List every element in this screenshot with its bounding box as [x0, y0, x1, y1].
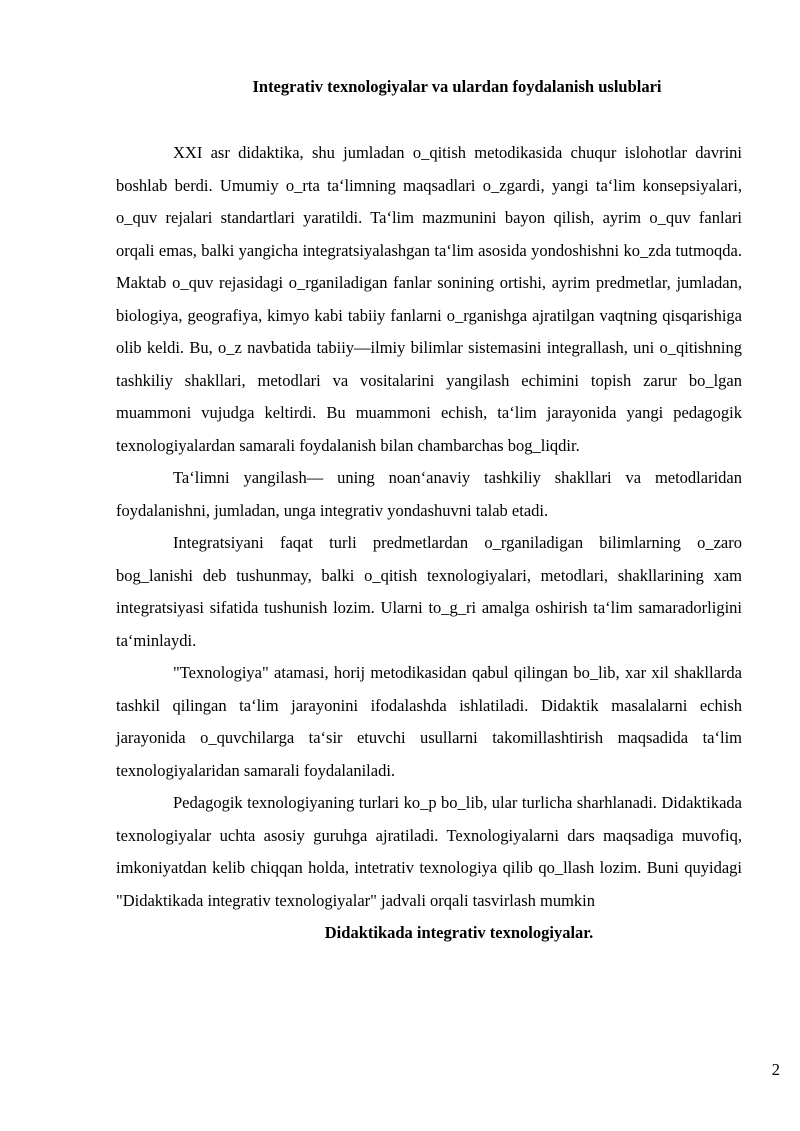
document-title: Integrativ texnologiyalar va ulardan foydalanish uslublari: [252, 77, 662, 96]
paragraph-4: "Texnologiya" atamasi, horij metodikasidan qabul qilingan bo_lib, xar xil shakllarda tashkil qilingan ta‘lim jarayonini ifodalashda ishlatiladi. Didaktik masalalarni echish jarayonida o_quvchilarga ta‘sir etuvchi usullarni takomillashtirish maqsadida ta‘lim texnologiyalaridan samarali foydalaniladi.: [116, 663, 742, 780]
paragraph-2: Ta‘limni yangilash— uning noan‘anaviy tashkiliy shakllari va metodlaridan foydalanishni, jumladan, unga integrativ yondashuvni talab etadi.: [116, 468, 742, 520]
table-caption: Didaktikada integrativ texnologiyalar.: [324, 923, 594, 942]
paragraph-5: Pedagogik texnologiyaning turlari ko_p bo_lib, ular turlicha sharhlanadi. Didaktikada texnologiyalar uchta asosiy guruhga ajratiladi. Texnologiyalarni dars maqsadiga muvofiq, imkoniyatdan kelib chiqqan holda, intetrativ texnologiya qilib qo_llash lozim. Buni quyidagi "Didaktikada integrativ texnologiyalar" jadvali orqali tasvirlash mumkin: [116, 793, 742, 910]
paragraph-1: XXI asr didaktika, shu jumladan o_qitish metodikasida chuqur islohotlar davrini boshlab berdi. Umumiy o_rta ta‘limning maqsadlari o_zgardi, yangi ta‘lim konsepsiyalari, o_quv rejalari standartlari yaratildi. Ta‘lim mazmunini bayon qilish, ayrim o_quv fanlari orqali emas, balki yangicha integratsiyalashgan ta‘lim asosida yondoshishni ko_zda tutmoqda. Maktab o_quv rejasidagi o_rganiladigan fanlar sonining ortishi, ayrim predmetlar, jumladan, biologiya, geografiya, kimyo kabi tabiiy fanlarni o_rganishga ajratilgan vaqtning qisqarishiga olib keldi. Bu, o_z navbatida tabiiy—ilmiy bilimlar sistemasini integrallash, uni o_qitishning tashkiliy shakllari, metodlari va vositalarini yangilash echimini topish zarur bo_lgan muammoni vujudga keltirdi. Bu muammoni echish, ta‘lim jarayonida yangi pedagogik texnologiyalardan samarali foydalanish bilan chambarchas bog_liqdir.: [116, 143, 742, 455]
paragraph-3: Integratsiyani faqat turli predmetlardan o_rganiladigan bilimlarning o_zaro bog_lanishi deb tushunmay, balki o_qitish texnologiyalari, metodlari, shakllarining xam integratsiyasi sifatida tushunish lozim. Ularni to_g_ri amalga oshirish ta‘lim samaradorligini ta‘minlaydi.: [116, 533, 742, 650]
document-body: [116, 137, 742, 949]
page-number: 2: [771, 1060, 780, 1079]
